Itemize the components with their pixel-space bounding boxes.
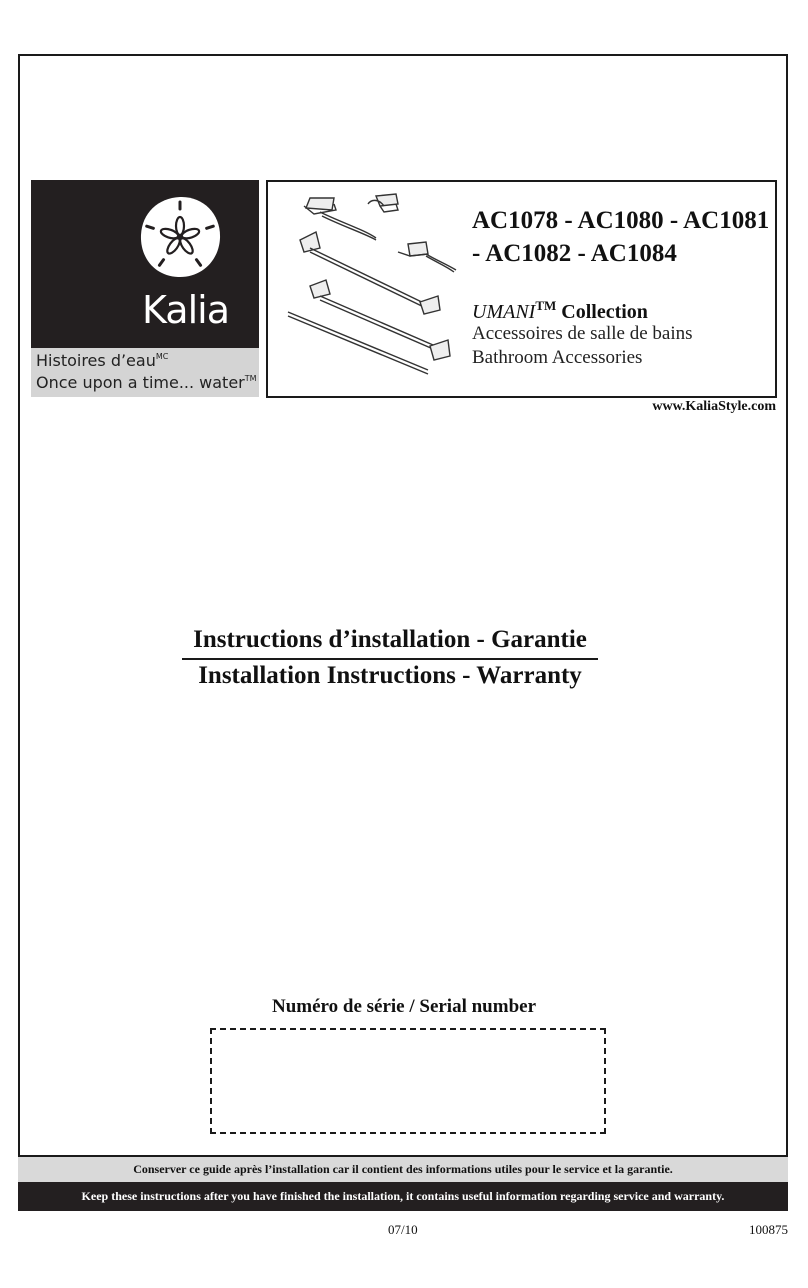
robe-hook-icon	[368, 194, 398, 212]
tagline-fr: Histoires d’eau$^{MC}$	[36, 351, 169, 370]
brand-name: Kalia	[142, 288, 229, 332]
serial-number-field[interactable]	[210, 1028, 606, 1134]
product-box	[266, 180, 777, 398]
double-towel-bar-icon	[288, 280, 450, 374]
collection-name: UMANI™ Collection	[472, 298, 648, 323]
subtitle-fr: Accessoires de salle de bains	[472, 323, 693, 344]
notice-fr: Conserver ce guide après l’installation car il contient des informations utiles pour le service et la garantie.	[18, 1155, 788, 1182]
model-numbers: AC1078 - AC1080 - AC1081 - AC1082 - AC1084	[472, 207, 770, 267]
notice-en: Keep these instructions after you have finished the installation, it contains useful information regarding service and warranty.	[18, 1182, 788, 1211]
serial-number-label: Numéro de série / Serial number	[271, 996, 537, 1017]
document-title	[182, 626, 598, 690]
brand-tagline-block	[31, 348, 259, 397]
paper-holder-icon	[398, 242, 456, 272]
document-number: 100875	[749, 1222, 788, 1237]
subtitle-en: Bathroom Accessories	[472, 347, 643, 368]
sand-dollar-logo-icon	[137, 194, 223, 280]
title-en: Installation Instructions - Warranty	[198, 662, 582, 689]
website-link[interactable]: www.KaliaStyle.com	[652, 399, 776, 414]
title-fr: Instructions d’installation - Garantie	[182, 626, 598, 660]
brand-logo	[31, 180, 259, 348]
tagline-en: Once upon a time... water™	[36, 373, 257, 392]
date-code: 07/10	[388, 1222, 418, 1237]
product-illustration	[280, 188, 460, 388]
